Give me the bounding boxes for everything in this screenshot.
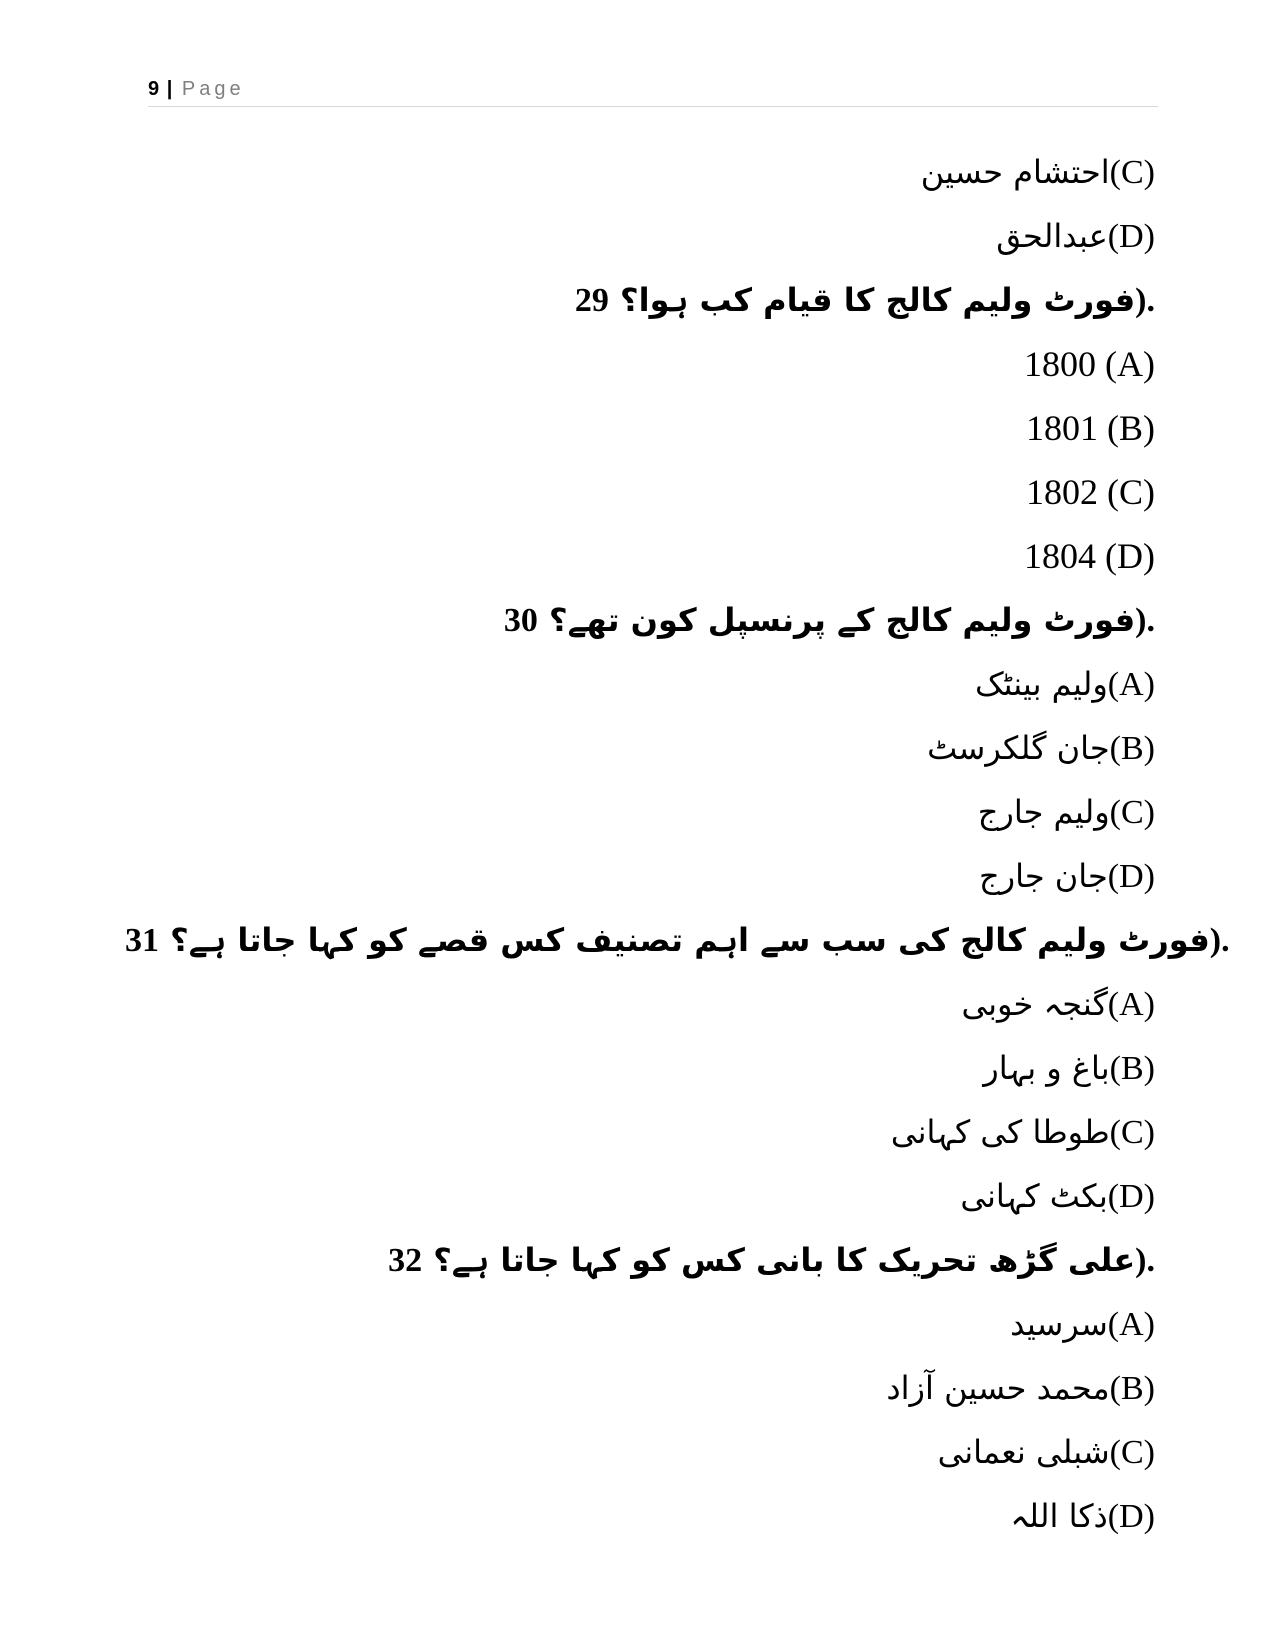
option-label: (B) [1109, 1050, 1155, 1087]
question-number: 29). [574, 282, 1155, 319]
option-label: (C) [1109, 1114, 1155, 1151]
option-year: 1801 (B) [1026, 408, 1155, 448]
option-line [125, 460, 1155, 524]
option-line [125, 396, 1155, 460]
option-label: (D) [1107, 1178, 1155, 1215]
option-line [125, 1164, 1155, 1228]
option-label: (B) [1109, 1370, 1155, 1407]
question-text: علی گڑھ تحریک کا بانی کس کو کہا جاتا ہے؟ [433, 1241, 1136, 1279]
option-line [125, 972, 1155, 1036]
question-line [125, 588, 1155, 652]
question-number: 32). [388, 1242, 1155, 1279]
option-line [125, 1484, 1155, 1548]
option-label: (A) [1107, 666, 1155, 703]
option-label: (A) [1107, 1306, 1155, 1343]
option-text: بکٹ کہانی [960, 1177, 1108, 1215]
option-label: (C) [1109, 154, 1155, 191]
option-line [125, 780, 1155, 844]
option-line [125, 1036, 1155, 1100]
option-text: باغ و بہار [983, 1049, 1110, 1087]
option-line [125, 332, 1155, 396]
option-line [125, 1420, 1155, 1484]
option-label: (D) [1107, 218, 1155, 255]
option-text: شبلی نعمانی [937, 1433, 1110, 1471]
option-line [125, 1100, 1155, 1164]
option-text: ذکا اللہ [1010, 1497, 1108, 1535]
option-label: (D) [1107, 858, 1155, 895]
option-year: 1800 (A) [1024, 344, 1155, 384]
option-line [125, 1292, 1155, 1356]
option-label: (B) [1109, 730, 1155, 767]
option-line [125, 204, 1155, 268]
page-header [148, 74, 1158, 107]
option-text: ولیم بینٹک [974, 665, 1108, 703]
option-line [125, 1356, 1155, 1420]
page-label: Page [181, 78, 245, 100]
option-text: گنجہ خوبی [961, 985, 1108, 1023]
question-text: فورٹ ولیم کالج کے پرنسپل کون تھے؟ [549, 601, 1136, 639]
question-number: 30). [503, 602, 1155, 639]
option-text: محمد حسین آزاد [886, 1369, 1110, 1407]
question-text: فورٹ ولیم کالج کا قیام کب ہوا؟ [620, 281, 1136, 319]
option-label: (C) [1109, 794, 1155, 831]
question-line [125, 908, 1230, 972]
option-label: (D) [1107, 1498, 1155, 1535]
option-line [125, 844, 1155, 908]
option-text: احتشام حسین [920, 153, 1110, 191]
question-line [125, 268, 1155, 332]
option-label: (A) [1107, 986, 1155, 1023]
document-body [125, 140, 1230, 1548]
option-line [125, 140, 1155, 204]
option-text: جان جارج [978, 857, 1108, 895]
option-label: (C) [1109, 1434, 1155, 1471]
option-text: عبدالحق [996, 217, 1108, 255]
option-year: 1804 (D) [1024, 536, 1155, 576]
question-text: فورٹ ولیم کالج کی سب سے اہم تصنیف کس قصے کو کہا جاتا ہے؟ [170, 921, 1210, 959]
option-line [125, 524, 1155, 588]
page-number: 9 [148, 78, 160, 100]
page-separator: | [166, 78, 173, 100]
option-text: سرسید [1010, 1305, 1108, 1343]
option-year: 1802 (C) [1026, 472, 1155, 512]
option-line [125, 652, 1155, 716]
option-line [125, 716, 1155, 780]
option-text: طوطا کی کہانی [890, 1113, 1110, 1151]
option-text: جان گلکرسٹ [927, 729, 1110, 767]
option-text: ولیم جارج [977, 793, 1110, 831]
question-number: 31). [125, 922, 1230, 959]
question-line [125, 1228, 1155, 1292]
